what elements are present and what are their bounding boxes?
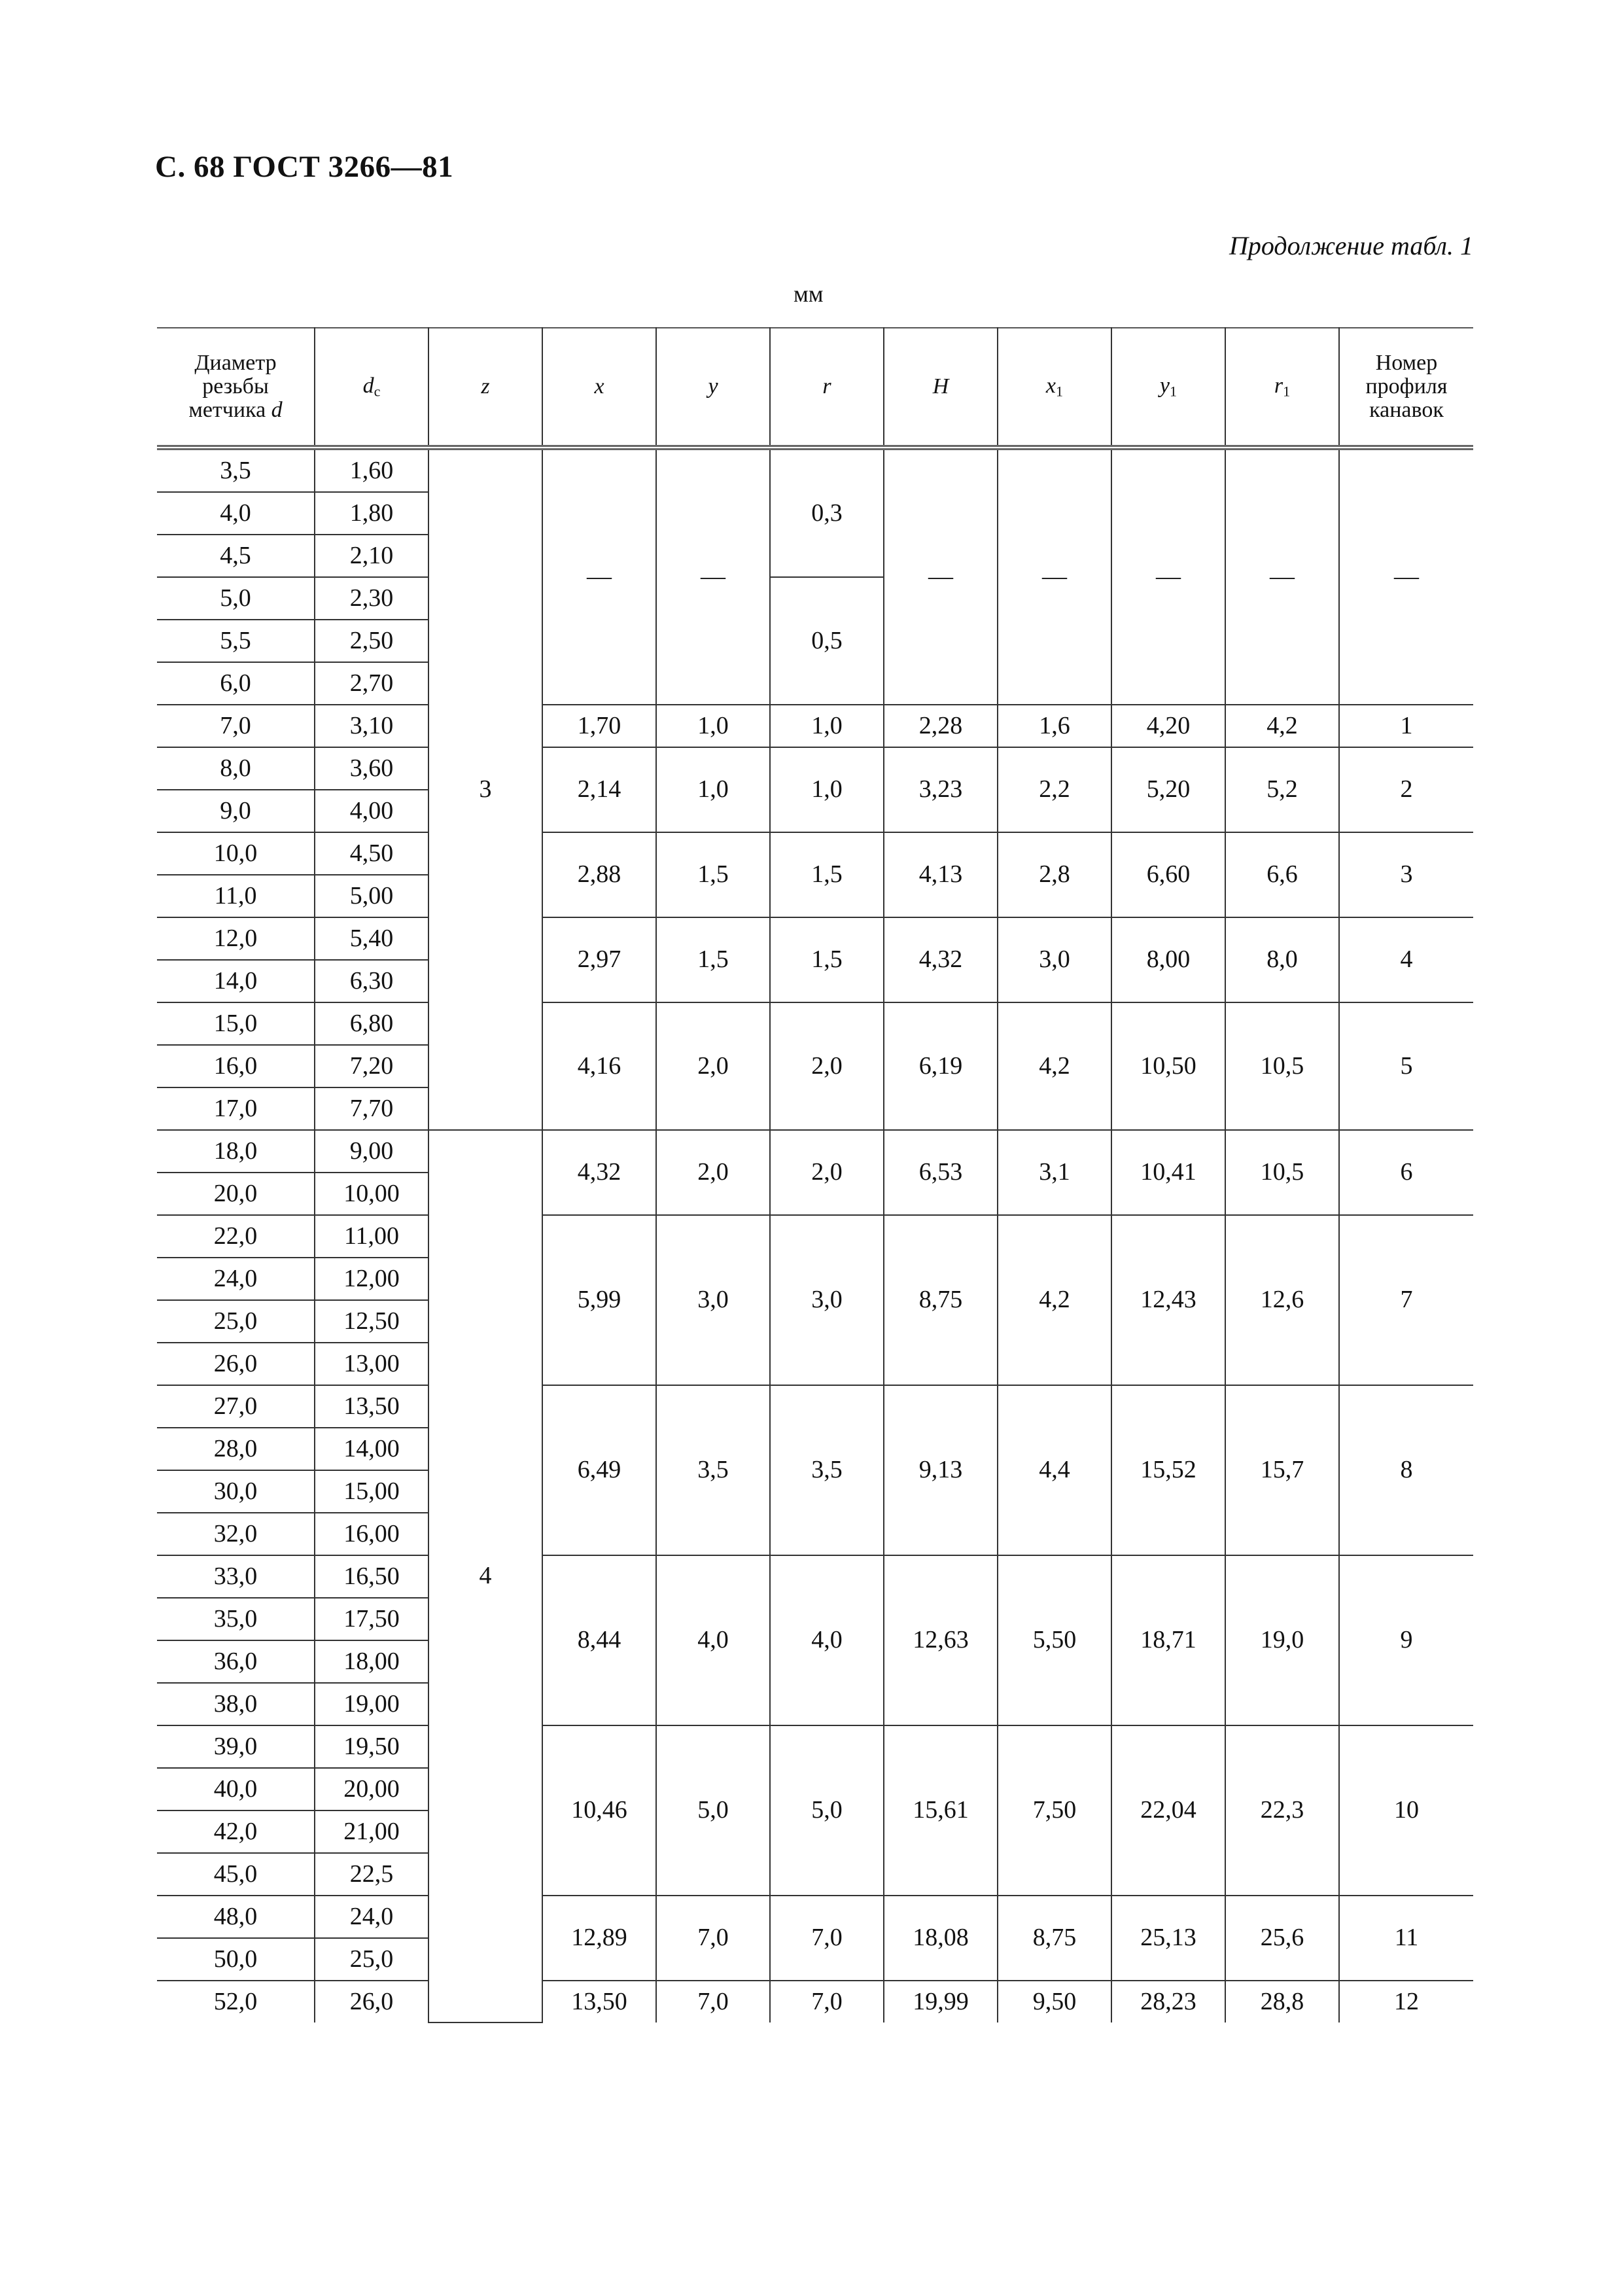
- header-dc: $d_c$: [315, 328, 428, 448]
- cell-x1: 8,75: [998, 1896, 1111, 1981]
- cell-dc: 1,60: [315, 448, 428, 492]
- cell-x1: 4,4: [998, 1385, 1111, 1555]
- cell-dc: 16,50: [315, 1555, 428, 1598]
- cell-y1-dash: —: [1111, 448, 1225, 705]
- cell-x: 5,99: [542, 1215, 656, 1385]
- cell-dc: 5,40: [315, 917, 428, 960]
- cell-x1: 4,2: [998, 1002, 1111, 1130]
- cell-dc: 7,70: [315, 1087, 428, 1130]
- cell-tap-diameter: 25,0: [157, 1300, 315, 1343]
- cell-H: 19,99: [884, 1981, 998, 2022]
- cell-r: 4,0: [770, 1555, 884, 1725]
- cell-dc: 22,5: [315, 1853, 428, 1896]
- cell-x: 2,14: [542, 747, 656, 832]
- cell-tap-diameter: 20,0: [157, 1173, 315, 1215]
- cell-tap-diameter: 7,0: [157, 705, 315, 747]
- cell-x: 13,50: [542, 1981, 656, 2022]
- cell-r: 7,0: [770, 1981, 884, 2022]
- cell-dc: 3,60: [315, 747, 428, 790]
- cell-profile-number: 10: [1339, 1725, 1473, 1896]
- cell-dc: 13,00: [315, 1343, 428, 1385]
- cell-dc: 6,80: [315, 1002, 428, 1045]
- cell-tap-diameter: 4,5: [157, 535, 315, 577]
- cell-tap-diameter: 5,0: [157, 577, 315, 620]
- cell-dc: 1,80: [315, 492, 428, 535]
- table-row: [157, 747, 1473, 790]
- cell-tap-diameter: 33,0: [157, 1555, 315, 1598]
- cell-r1: 10,5: [1225, 1130, 1339, 1215]
- cell-tap-diameter: 3,5: [157, 448, 315, 492]
- cell-x: 8,44: [542, 1555, 656, 1725]
- cell-profile-number: 11: [1339, 1896, 1473, 1981]
- cell-tap-diameter: 50,0: [157, 1938, 315, 1981]
- cell-tap-diameter: 10,0: [157, 832, 315, 875]
- cell-H: 6,53: [884, 1130, 998, 1215]
- cell-x-dash: —: [542, 448, 656, 705]
- header-r: r: [770, 328, 884, 448]
- cell-dc: 4,00: [315, 790, 428, 832]
- cell-tap-diameter: 8,0: [157, 747, 315, 790]
- cell-y: 7,0: [656, 1896, 770, 1981]
- table-header-row: [157, 328, 1473, 448]
- cell-y1: 6,60: [1111, 832, 1225, 917]
- table-continuation-label: Продолжение табл. 1: [1229, 231, 1473, 260]
- cell-H: 9,13: [884, 1385, 998, 1555]
- cell-tap-diameter: 26,0: [157, 1343, 315, 1385]
- header-x1: $x_1$: [998, 328, 1111, 448]
- cell-r1: 25,6: [1225, 1896, 1339, 1981]
- table-row: [157, 1002, 1473, 1045]
- cell-profile-number: 4: [1339, 917, 1473, 1002]
- cell-r: 2,0: [770, 1002, 884, 1130]
- cell-tap-diameter: 18,0: [157, 1130, 315, 1173]
- cell-profile-number: 5: [1339, 1002, 1473, 1130]
- cell-tap-diameter: 45,0: [157, 1853, 315, 1896]
- cell-tap-diameter: 16,0: [157, 1045, 315, 1087]
- table-row: [157, 1725, 1473, 1768]
- cell-H: 2,28: [884, 705, 998, 747]
- cell-x1: 1,6: [998, 705, 1111, 747]
- cell-x1: 3,0: [998, 917, 1111, 1002]
- cell-x1: 7,50: [998, 1725, 1111, 1896]
- cell-dc: 13,50: [315, 1385, 428, 1428]
- cell-y: 1,5: [656, 917, 770, 1002]
- cell-y1: 18,71: [1111, 1555, 1225, 1725]
- cell-y: 3,0: [656, 1215, 770, 1385]
- cell-x: 4,16: [542, 1002, 656, 1130]
- cell-r: 2,0: [770, 1130, 884, 1215]
- cell-x1: 3,1: [998, 1130, 1111, 1215]
- cell-tap-diameter: 17,0: [157, 1087, 315, 1130]
- cell-r: 5,0: [770, 1725, 884, 1896]
- cell-y1: 5,20: [1111, 747, 1225, 832]
- cell-r: 1,5: [770, 917, 884, 1002]
- header-tap-diameter: Диаметр резьбы метчика d: [157, 328, 315, 448]
- table-row: [157, 1555, 1473, 1598]
- cell-tap-diameter: 6,0: [157, 662, 315, 705]
- cell-dc: 18,00: [315, 1640, 428, 1683]
- cell-y1: 25,13: [1111, 1896, 1225, 1981]
- cell-x1: 5,50: [998, 1555, 1111, 1725]
- cell-x: 1,70: [542, 705, 656, 747]
- cell-x: 6,49: [542, 1385, 656, 1555]
- cell-y1: 12,43: [1111, 1215, 1225, 1385]
- cell-tap-diameter: 12,0: [157, 917, 315, 960]
- cell-y1: 15,52: [1111, 1385, 1225, 1555]
- cell-r-value: 0,5: [770, 577, 884, 705]
- cell-tap-diameter: 9,0: [157, 790, 315, 832]
- cell-y: 4,0: [656, 1555, 770, 1725]
- cell-dc: 19,50: [315, 1725, 428, 1768]
- cell-r1: 8,0: [1225, 917, 1339, 1002]
- cell-y: 1,0: [656, 705, 770, 747]
- cell-tap-diameter: 40,0: [157, 1768, 315, 1810]
- cell-dc: 15,00: [315, 1470, 428, 1513]
- table-row: [157, 917, 1473, 960]
- cell-r1: 5,2: [1225, 747, 1339, 832]
- cell-tap-diameter: 30,0: [157, 1470, 315, 1513]
- cell-r: 3,5: [770, 1385, 884, 1555]
- cell-dc: 10,00: [315, 1173, 428, 1215]
- cell-H: 18,08: [884, 1896, 998, 1981]
- cell-dc: 12,50: [315, 1300, 428, 1343]
- cell-r1-dash: —: [1225, 448, 1339, 705]
- thread-profile-table: [157, 327, 1473, 2023]
- cell-r1: 10,5: [1225, 1002, 1339, 1130]
- cell-profile-number: 12: [1339, 1981, 1473, 2022]
- cell-y: 5,0: [656, 1725, 770, 1896]
- table-row: [157, 448, 1473, 492]
- cell-r: 1,5: [770, 832, 884, 917]
- cell-z: 3: [428, 448, 542, 1130]
- cell-x1: 2,2: [998, 747, 1111, 832]
- cell-tap-diameter: 42,0: [157, 1810, 315, 1853]
- cell-y1: 10,50: [1111, 1002, 1225, 1130]
- cell-profile-number: 2: [1339, 747, 1473, 832]
- cell-dc: 26,0: [315, 1981, 428, 2022]
- cell-dc: 12,00: [315, 1258, 428, 1300]
- cell-dc: 11,00: [315, 1215, 428, 1258]
- cell-x1: 9,50: [998, 1981, 1111, 2022]
- header-z: z: [428, 328, 542, 448]
- cell-tap-diameter: 14,0: [157, 960, 315, 1002]
- table-row: [157, 1215, 1473, 1258]
- cell-y1: 28,23: [1111, 1981, 1225, 2022]
- cell-x: 2,97: [542, 917, 656, 1002]
- cell-profile-number: 9: [1339, 1555, 1473, 1725]
- table-body: [157, 448, 1473, 2022]
- cell-dc: 7,20: [315, 1045, 428, 1087]
- cell-r: 3,0: [770, 1215, 884, 1385]
- cell-x: 4,32: [542, 1130, 656, 1215]
- cell-H-dash: —: [884, 448, 998, 705]
- cell-dc: 6,30: [315, 960, 428, 1002]
- cell-tap-diameter: 32,0: [157, 1513, 315, 1555]
- cell-H: 3,23: [884, 747, 998, 832]
- cell-H: 6,19: [884, 1002, 998, 1130]
- cell-profile-number: 6: [1339, 1130, 1473, 1215]
- cell-dc: 2,30: [315, 577, 428, 620]
- cell-x1: 2,8: [998, 832, 1111, 917]
- table-row: [157, 1896, 1473, 1938]
- cell-y: 2,0: [656, 1002, 770, 1130]
- cell-y: 1,0: [656, 747, 770, 832]
- cell-profile-dash: —: [1339, 448, 1473, 705]
- cell-x1: 4,2: [998, 1215, 1111, 1385]
- cell-r1: 4,2: [1225, 705, 1339, 747]
- table-row: [157, 705, 1473, 747]
- table-row: [157, 1385, 1473, 1428]
- cell-tap-diameter: 27,0: [157, 1385, 315, 1428]
- cell-x: 10,46: [542, 1725, 656, 1896]
- cell-y: 1,5: [656, 832, 770, 917]
- cell-dc: 16,00: [315, 1513, 428, 1555]
- cell-y1: 8,00: [1111, 917, 1225, 1002]
- cell-y: 7,0: [656, 1981, 770, 2022]
- cell-x: 2,88: [542, 832, 656, 917]
- page-header: С. 68 ГОСТ 3266—81: [155, 150, 454, 184]
- cell-H: 4,32: [884, 917, 998, 1002]
- cell-r1: 15,7: [1225, 1385, 1339, 1555]
- cell-tap-diameter: 4,0: [157, 492, 315, 535]
- cell-r: 1,0: [770, 705, 884, 747]
- cell-dc: 3,10: [315, 705, 428, 747]
- cell-dc: 24,0: [315, 1896, 428, 1938]
- cell-dc: 19,00: [315, 1683, 428, 1725]
- cell-dc: 14,00: [315, 1428, 428, 1470]
- cell-dc: 2,10: [315, 535, 428, 577]
- cell-y1: 22,04: [1111, 1725, 1225, 1896]
- cell-x: 12,89: [542, 1896, 656, 1981]
- cell-r1: 19,0: [1225, 1555, 1339, 1725]
- cell-profile-number: 8: [1339, 1385, 1473, 1555]
- cell-tap-diameter: 52,0: [157, 1981, 315, 2022]
- cell-dc: 2,50: [315, 620, 428, 662]
- cell-dc: 9,00: [315, 1130, 428, 1173]
- cell-tap-diameter: 38,0: [157, 1683, 315, 1725]
- cell-y: 2,0: [656, 1130, 770, 1215]
- cell-dc: 5,00: [315, 875, 428, 917]
- cell-profile-number: 1: [1339, 705, 1473, 747]
- cell-tap-diameter: 35,0: [157, 1598, 315, 1640]
- cell-x1-dash: —: [998, 448, 1111, 705]
- unit-label: мм: [794, 281, 824, 307]
- cell-y1: 4,20: [1111, 705, 1225, 747]
- cell-dc: 21,00: [315, 1810, 428, 1853]
- cell-tap-diameter: 39,0: [157, 1725, 315, 1768]
- header-y: y: [656, 328, 770, 448]
- cell-r1: 6,6: [1225, 832, 1339, 917]
- cell-profile-number: 3: [1339, 832, 1473, 917]
- cell-H: 12,63: [884, 1555, 998, 1725]
- cell-H: 15,61: [884, 1725, 998, 1896]
- header-H: H: [884, 328, 998, 448]
- cell-y: 3,5: [656, 1385, 770, 1555]
- table-row: [157, 1981, 1473, 2022]
- cell-profile-number: 7: [1339, 1215, 1473, 1385]
- header-y1: $y_1$: [1111, 328, 1225, 448]
- cell-z: 4: [428, 1130, 542, 2022]
- cell-r1: 12,6: [1225, 1215, 1339, 1385]
- cell-tap-diameter: 11,0: [157, 875, 315, 917]
- cell-dc: 2,70: [315, 662, 428, 705]
- cell-tap-diameter: 22,0: [157, 1215, 315, 1258]
- cell-H: 4,13: [884, 832, 998, 917]
- cell-r1: 22,3: [1225, 1725, 1339, 1896]
- table-row: [157, 1130, 1473, 1173]
- cell-tap-diameter: 28,0: [157, 1428, 315, 1470]
- header-profile-number: Номер профиля канавок: [1339, 328, 1473, 448]
- cell-tap-diameter: 48,0: [157, 1896, 315, 1938]
- cell-y-dash: —: [656, 448, 770, 705]
- cell-tap-diameter: 24,0: [157, 1258, 315, 1300]
- cell-H: 8,75: [884, 1215, 998, 1385]
- cell-tap-diameter: 36,0: [157, 1640, 315, 1683]
- table-row: [157, 832, 1473, 875]
- cell-dc: 20,00: [315, 1768, 428, 1810]
- header-r1: $r_1$: [1225, 328, 1339, 448]
- cell-r-value: 0,3: [770, 448, 884, 577]
- header-x: x: [542, 328, 656, 448]
- cell-dc: 25,0: [315, 1938, 428, 1981]
- cell-r: 1,0: [770, 747, 884, 832]
- cell-r1: 28,8: [1225, 1981, 1339, 2022]
- cell-r: 7,0: [770, 1896, 884, 1981]
- cell-y1: 10,41: [1111, 1130, 1225, 1215]
- cell-tap-diameter: 15,0: [157, 1002, 315, 1045]
- cell-dc: 4,50: [315, 832, 428, 875]
- cell-tap-diameter: 5,5: [157, 620, 315, 662]
- cell-dc: 17,50: [315, 1598, 428, 1640]
